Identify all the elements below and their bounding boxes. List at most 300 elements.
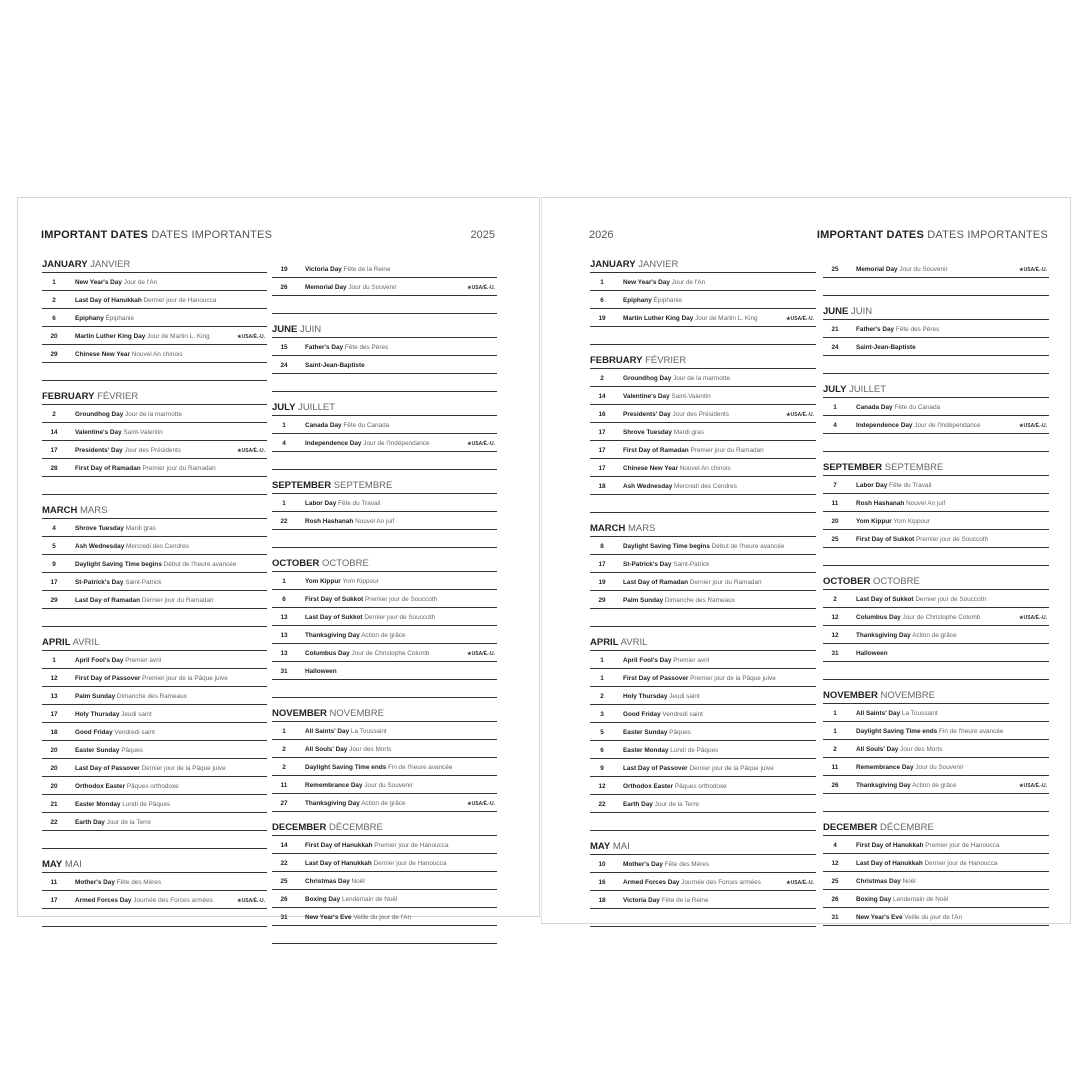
event-name-english: Presidents' Day bbox=[623, 411, 671, 418]
event-text bbox=[305, 650, 429, 657]
event-text bbox=[623, 561, 709, 568]
month-name-english: OCTOBER bbox=[823, 576, 871, 587]
event-row bbox=[272, 908, 497, 926]
event-day: 2 bbox=[52, 411, 56, 418]
event-day: 24 bbox=[831, 344, 839, 351]
event-name-english: Earth Day bbox=[75, 819, 105, 826]
event-day: 12 bbox=[50, 675, 58, 682]
event-day: 1 bbox=[600, 279, 604, 286]
event-name-french: Dernier jour de Souccoth bbox=[364, 614, 436, 621]
event-row bbox=[42, 405, 267, 423]
event-day: 24 bbox=[280, 362, 288, 369]
event-row bbox=[272, 758, 497, 776]
event-name-french: Journée des Forces armées bbox=[681, 879, 761, 886]
left-page-2025 bbox=[17, 197, 540, 921]
event-day: 2 bbox=[833, 746, 837, 753]
event-text bbox=[856, 746, 942, 753]
event-name-french: Yom Kippour bbox=[893, 518, 930, 525]
month-block bbox=[42, 627, 267, 849]
blank-row bbox=[823, 278, 1049, 296]
event-text bbox=[75, 747, 143, 754]
event-name-english: Boxing Day bbox=[305, 896, 341, 903]
event-text bbox=[305, 578, 379, 585]
event-name-english: Shrove Tuesday bbox=[623, 429, 672, 436]
event-row bbox=[272, 836, 497, 854]
event-name-english: Last Day of Ramadan bbox=[623, 579, 688, 586]
event-text bbox=[623, 429, 704, 436]
event-text bbox=[305, 440, 430, 447]
month-block bbox=[272, 698, 497, 812]
event-row bbox=[272, 872, 497, 890]
event-name-french: Jour de Martin L. King bbox=[147, 333, 210, 340]
event-row bbox=[590, 777, 816, 795]
event-day: 17 bbox=[598, 447, 606, 454]
month-name-french: AVRIL bbox=[620, 637, 648, 648]
event-name-english: Last Day of Sukkot bbox=[856, 596, 914, 603]
usa-only-badge: ★USA/É.-U. bbox=[467, 285, 495, 291]
blank-row bbox=[272, 374, 497, 392]
event-name-french: Jour de Christophe Colomb bbox=[902, 614, 981, 621]
month-block bbox=[823, 260, 1049, 296]
event-name-english: Good Friday bbox=[623, 711, 661, 718]
event-text bbox=[623, 711, 703, 718]
event-day: 12 bbox=[831, 632, 839, 639]
event-text bbox=[623, 783, 727, 790]
event-name-french: Jeudi saint bbox=[121, 711, 152, 718]
month-name-french: DÉCEMBRE bbox=[329, 822, 383, 833]
event-row bbox=[590, 555, 816, 573]
blank-row bbox=[823, 356, 1049, 374]
month-block bbox=[272, 470, 497, 548]
event-day: 17 bbox=[598, 465, 606, 472]
event-row bbox=[42, 651, 267, 669]
blank-row bbox=[42, 477, 267, 495]
event-day: 1 bbox=[833, 710, 837, 717]
event-text bbox=[75, 675, 228, 682]
usa-only-badge: ★USA/É.-U. bbox=[1019, 423, 1047, 429]
event-text bbox=[305, 422, 389, 429]
month-name-english: MARCH bbox=[42, 505, 78, 516]
usa-only-badge: ★USA/É.-U. bbox=[467, 651, 495, 657]
event-row bbox=[42, 873, 267, 891]
event-row bbox=[42, 669, 267, 687]
event-row bbox=[823, 776, 1049, 794]
event-row bbox=[590, 369, 816, 387]
event-row bbox=[42, 591, 267, 609]
right-page-2026 bbox=[541, 197, 1071, 924]
event-row bbox=[590, 477, 816, 495]
event-text bbox=[623, 315, 758, 322]
event-name-english: Daylight Saving Time ends bbox=[305, 764, 387, 771]
event-name-english: All Saints' Day bbox=[305, 728, 350, 735]
event-row bbox=[590, 687, 816, 705]
event-day: 21 bbox=[50, 801, 58, 808]
event-row bbox=[272, 722, 497, 740]
event-text bbox=[75, 465, 216, 472]
event-day: 8 bbox=[600, 543, 604, 550]
event-row bbox=[823, 530, 1049, 548]
month-block bbox=[272, 812, 497, 944]
event-name-english: All Souls' Day bbox=[305, 746, 348, 753]
event-text bbox=[305, 896, 397, 903]
event-row bbox=[272, 512, 497, 530]
event-row bbox=[823, 476, 1049, 494]
event-name-english: Memorial Day bbox=[305, 284, 347, 291]
event-name-french: Fête du Travail bbox=[889, 482, 932, 489]
event-name-french: Premier jour de la Pâque juive bbox=[142, 675, 228, 682]
event-day: 11 bbox=[280, 782, 288, 789]
event-row bbox=[823, 338, 1049, 356]
event-day: 19 bbox=[598, 315, 606, 322]
month-heading bbox=[42, 260, 267, 273]
event-text bbox=[75, 279, 157, 286]
event-name-french: Nouvel An chinois bbox=[679, 465, 731, 472]
event-row bbox=[590, 651, 816, 669]
event-name-french: Jour des Morts bbox=[349, 746, 392, 753]
event-row bbox=[823, 626, 1049, 644]
event-text bbox=[305, 284, 397, 291]
event-name-french: Action de grâce bbox=[361, 632, 406, 639]
event-text bbox=[856, 596, 986, 603]
event-day: 18 bbox=[50, 729, 58, 736]
event-name-french: Dernier jour de Hanoucca bbox=[373, 860, 447, 867]
event-text bbox=[856, 764, 964, 771]
event-name-french: Lendemain de Noël bbox=[341, 896, 398, 903]
month-heading bbox=[272, 314, 497, 338]
event-name-french: Vendredi saint bbox=[114, 729, 155, 736]
event-text bbox=[305, 764, 452, 771]
event-name-french: Jour de Martin L. King bbox=[695, 315, 758, 322]
event-row bbox=[823, 494, 1049, 512]
event-day: 13 bbox=[280, 632, 288, 639]
event-row bbox=[823, 872, 1049, 890]
event-text bbox=[856, 632, 957, 639]
event-day: 1 bbox=[52, 279, 56, 286]
event-row bbox=[823, 512, 1049, 530]
event-row bbox=[590, 723, 816, 741]
event-name-french: Dernier jour de la Pâque juive bbox=[689, 765, 774, 772]
event-text bbox=[623, 765, 774, 772]
event-name-english: Easter Sunday bbox=[623, 729, 668, 736]
event-name-english: Saint-Jean-Baptiste bbox=[856, 344, 916, 351]
event-row bbox=[42, 777, 267, 795]
month-heading bbox=[590, 831, 816, 855]
event-text bbox=[623, 693, 700, 700]
event-name-english: New Year's Day bbox=[75, 279, 122, 286]
blank-row bbox=[590, 609, 816, 627]
event-name-french: Fête des Pères bbox=[344, 344, 389, 351]
event-text bbox=[856, 266, 948, 273]
event-row bbox=[42, 813, 267, 831]
event-name-french: Jour de la marmotte bbox=[673, 375, 730, 382]
event-row bbox=[272, 572, 497, 590]
event-day: 20 bbox=[831, 518, 839, 525]
usa-only-badge: ★USA/É.-U. bbox=[467, 441, 495, 447]
event-row bbox=[272, 338, 497, 356]
event-day: 9 bbox=[52, 561, 56, 568]
event-row bbox=[590, 291, 816, 309]
event-name-english: Last Day of Sukkot bbox=[305, 614, 363, 621]
event-name-english: Halloween bbox=[856, 650, 888, 657]
event-day: 26 bbox=[280, 284, 288, 291]
event-name-english: New Year's Day bbox=[623, 279, 670, 286]
event-day: 20 bbox=[50, 747, 58, 754]
event-name-english: All Souls' Day bbox=[856, 746, 899, 753]
event-row bbox=[42, 891, 267, 909]
event-row bbox=[272, 416, 497, 434]
event-row bbox=[42, 759, 267, 777]
event-row bbox=[590, 705, 816, 723]
month-block bbox=[590, 513, 816, 627]
event-text bbox=[305, 632, 406, 639]
event-day: 6 bbox=[52, 315, 56, 322]
event-text bbox=[75, 315, 134, 322]
event-name-french: Premier jour de Souccoth bbox=[365, 596, 438, 603]
event-name-english: Last Day of Hanukkah bbox=[856, 860, 923, 867]
month-block bbox=[590, 260, 816, 345]
event-text bbox=[856, 518, 930, 525]
month-block bbox=[42, 260, 267, 381]
event-day: 12 bbox=[831, 614, 839, 621]
event-text bbox=[305, 344, 388, 351]
blank-row bbox=[42, 609, 267, 627]
event-day: 13 bbox=[280, 614, 288, 621]
event-name-french: Jour du Souvenir bbox=[348, 284, 397, 291]
event-name-english: Mother's Day bbox=[75, 879, 115, 886]
event-name-english: New Year's Eve bbox=[856, 914, 903, 921]
event-text bbox=[623, 543, 784, 550]
event-day: 18 bbox=[598, 483, 606, 490]
event-text bbox=[75, 351, 183, 358]
event-day: 31 bbox=[280, 668, 288, 675]
event-day: 14 bbox=[50, 429, 58, 436]
event-day: 29 bbox=[50, 597, 58, 604]
event-day: 14 bbox=[598, 393, 606, 400]
event-text bbox=[623, 879, 761, 886]
event-name-english: First Day of Sukkot bbox=[856, 536, 915, 543]
event-day: 20 bbox=[50, 783, 58, 790]
event-row bbox=[272, 278, 497, 296]
event-day: 15 bbox=[280, 344, 288, 351]
event-text bbox=[856, 500, 945, 507]
month-block bbox=[42, 381, 267, 495]
month-name-french: NOVEMBRE bbox=[329, 708, 384, 719]
event-text bbox=[623, 897, 709, 904]
month-name-french: SEPTEMBRE bbox=[333, 480, 393, 491]
event-row bbox=[272, 434, 497, 452]
event-name-french: Fin de l'heure avancée bbox=[388, 764, 453, 771]
month-name-french: JUILLET bbox=[298, 402, 336, 413]
event-name-french: La Toussaint bbox=[901, 710, 938, 717]
event-row bbox=[272, 890, 497, 908]
event-row bbox=[42, 441, 267, 459]
event-text bbox=[305, 500, 380, 507]
event-row bbox=[590, 423, 816, 441]
event-name-french: Action de grâce bbox=[912, 782, 957, 789]
event-day: 13 bbox=[280, 650, 288, 657]
event-text bbox=[305, 782, 413, 789]
month-name-french: MAI bbox=[612, 841, 630, 852]
event-name-english: Easter Monday bbox=[623, 747, 669, 754]
event-name-french: Premier avril bbox=[125, 657, 162, 664]
event-text bbox=[75, 411, 182, 418]
event-row bbox=[42, 723, 267, 741]
event-day: 28 bbox=[50, 465, 58, 472]
event-name-english: Saint-Jean-Baptiste bbox=[305, 362, 365, 369]
month-name-english: APRIL bbox=[590, 637, 619, 648]
month-name-english: JULY bbox=[823, 384, 847, 395]
event-day: 11 bbox=[831, 500, 839, 507]
event-text bbox=[856, 326, 939, 333]
event-text bbox=[75, 297, 216, 304]
event-row bbox=[590, 405, 816, 423]
event-name-english: Thanksgiving Day bbox=[305, 800, 360, 807]
event-text bbox=[623, 747, 718, 754]
event-text bbox=[75, 879, 161, 886]
event-row bbox=[823, 854, 1049, 872]
month-name-french: FÉVRIER bbox=[645, 355, 687, 366]
month-name-french: AVRIL bbox=[72, 637, 100, 648]
month-heading bbox=[590, 345, 816, 369]
event-row bbox=[823, 890, 1049, 908]
month-block bbox=[42, 495, 267, 627]
event-name-french: Noël bbox=[902, 878, 916, 885]
event-name-english: Last Day of Hanukkah bbox=[75, 297, 142, 304]
event-name-english: Last Day of Ramadan bbox=[75, 597, 140, 604]
event-name-english: Groundhog Day bbox=[623, 375, 672, 382]
event-day: 12 bbox=[598, 783, 606, 790]
event-row bbox=[42, 687, 267, 705]
event-name-french: Jeudi saint bbox=[669, 693, 700, 700]
event-day: 2 bbox=[600, 693, 604, 700]
event-text bbox=[623, 861, 709, 868]
event-text bbox=[856, 710, 938, 717]
event-row bbox=[590, 873, 816, 891]
event-name-french: Jour du Souvenir bbox=[899, 266, 948, 273]
month-name-english: SEPTEMBER bbox=[823, 462, 883, 473]
event-row bbox=[823, 740, 1049, 758]
event-name-english: Last Day of Passover bbox=[623, 765, 688, 772]
month-block bbox=[823, 296, 1049, 374]
month-name-english: OCTOBER bbox=[272, 558, 320, 569]
event-row bbox=[590, 441, 816, 459]
event-day: 11 bbox=[831, 764, 839, 771]
event-day: 4 bbox=[833, 842, 837, 849]
event-row bbox=[590, 795, 816, 813]
event-text bbox=[305, 860, 446, 867]
month-heading bbox=[272, 470, 497, 494]
event-day: 26 bbox=[280, 896, 288, 903]
blank-row bbox=[272, 680, 497, 698]
event-name-english: Presidents' Day bbox=[75, 447, 123, 454]
month-heading bbox=[823, 812, 1049, 836]
event-name-english: First Day of Passover bbox=[75, 675, 141, 682]
event-name-english: Last Day of Hanukkah bbox=[305, 860, 372, 867]
month-name-english: DECEMBER bbox=[272, 822, 327, 833]
event-text bbox=[623, 675, 776, 682]
event-name-english: Martin Luther King Day bbox=[623, 315, 694, 322]
event-day: 1 bbox=[282, 500, 286, 507]
event-name-english: First Day of Ramadan bbox=[75, 465, 141, 472]
event-name-french: Action de grâce bbox=[361, 800, 406, 807]
month-name-french: JUIN bbox=[299, 324, 322, 335]
page-title bbox=[41, 229, 272, 241]
event-text bbox=[856, 650, 888, 657]
month-name-french: JUILLET bbox=[849, 384, 887, 395]
event-name-english: Christmas Day bbox=[305, 878, 350, 885]
event-name-english: Armed Forces Day bbox=[623, 879, 680, 886]
event-row bbox=[823, 704, 1049, 722]
event-day: 31 bbox=[831, 914, 839, 921]
event-row bbox=[42, 795, 267, 813]
event-name-english: All Saints' Day bbox=[856, 710, 901, 717]
month-name-french: NOVEMBRE bbox=[880, 690, 935, 701]
event-text bbox=[75, 711, 152, 718]
event-name-french: Épiphanie bbox=[105, 315, 134, 322]
event-day: 4 bbox=[833, 422, 837, 429]
event-day: 6 bbox=[600, 747, 604, 754]
event-name-french: Lundi de Pâques bbox=[122, 801, 171, 808]
event-name-french: Pâques bbox=[121, 747, 143, 754]
event-name-french: Premier jour de la Pâque juive bbox=[690, 675, 776, 682]
month-block bbox=[823, 680, 1049, 812]
blank-row bbox=[272, 296, 497, 314]
month-heading bbox=[272, 698, 497, 722]
event-text bbox=[75, 333, 210, 340]
event-row bbox=[42, 273, 267, 291]
event-day: 27 bbox=[280, 800, 288, 807]
event-row bbox=[272, 776, 497, 794]
title-english: IMPORTANT DATES bbox=[41, 229, 149, 241]
blank-row bbox=[272, 926, 497, 944]
event-day: 17 bbox=[50, 579, 58, 586]
event-row bbox=[590, 741, 816, 759]
event-text bbox=[623, 411, 729, 418]
month-block bbox=[590, 831, 816, 927]
event-name-english: Easter Monday bbox=[75, 801, 121, 808]
usa-only-badge: ★USA/É.-U. bbox=[786, 880, 814, 886]
event-row bbox=[823, 644, 1049, 662]
event-row bbox=[42, 423, 267, 441]
event-text bbox=[623, 375, 730, 382]
event-row bbox=[823, 608, 1049, 626]
event-name-english: Mother's Day bbox=[623, 861, 663, 868]
column-right bbox=[272, 260, 497, 944]
blank-row bbox=[823, 794, 1049, 812]
event-name-french: Pâques orthodoxe bbox=[674, 783, 727, 790]
event-name-french: Début de l'heure avancée bbox=[163, 561, 237, 568]
event-text bbox=[305, 518, 394, 525]
event-row bbox=[272, 626, 497, 644]
event-day: 21 bbox=[831, 326, 839, 333]
event-row bbox=[590, 591, 816, 609]
event-text bbox=[305, 266, 391, 273]
month-name-english: MAY bbox=[590, 841, 611, 852]
event-row bbox=[823, 320, 1049, 338]
event-name-french: Dimanche des Rameaux bbox=[116, 693, 187, 700]
event-name-english: Martin Luther King Day bbox=[75, 333, 146, 340]
event-name-french: Fête du Canada bbox=[343, 422, 390, 429]
month-name-french: FÉVRIER bbox=[97, 391, 139, 402]
event-name-french: Premier jour de Hanoucca bbox=[925, 842, 1000, 849]
event-row bbox=[590, 459, 816, 477]
event-row bbox=[272, 356, 497, 374]
month-name-french: MAI bbox=[64, 859, 82, 870]
month-name-english: APRIL bbox=[42, 637, 71, 648]
event-row bbox=[42, 537, 267, 555]
month-heading bbox=[272, 548, 497, 572]
event-text bbox=[75, 783, 179, 790]
